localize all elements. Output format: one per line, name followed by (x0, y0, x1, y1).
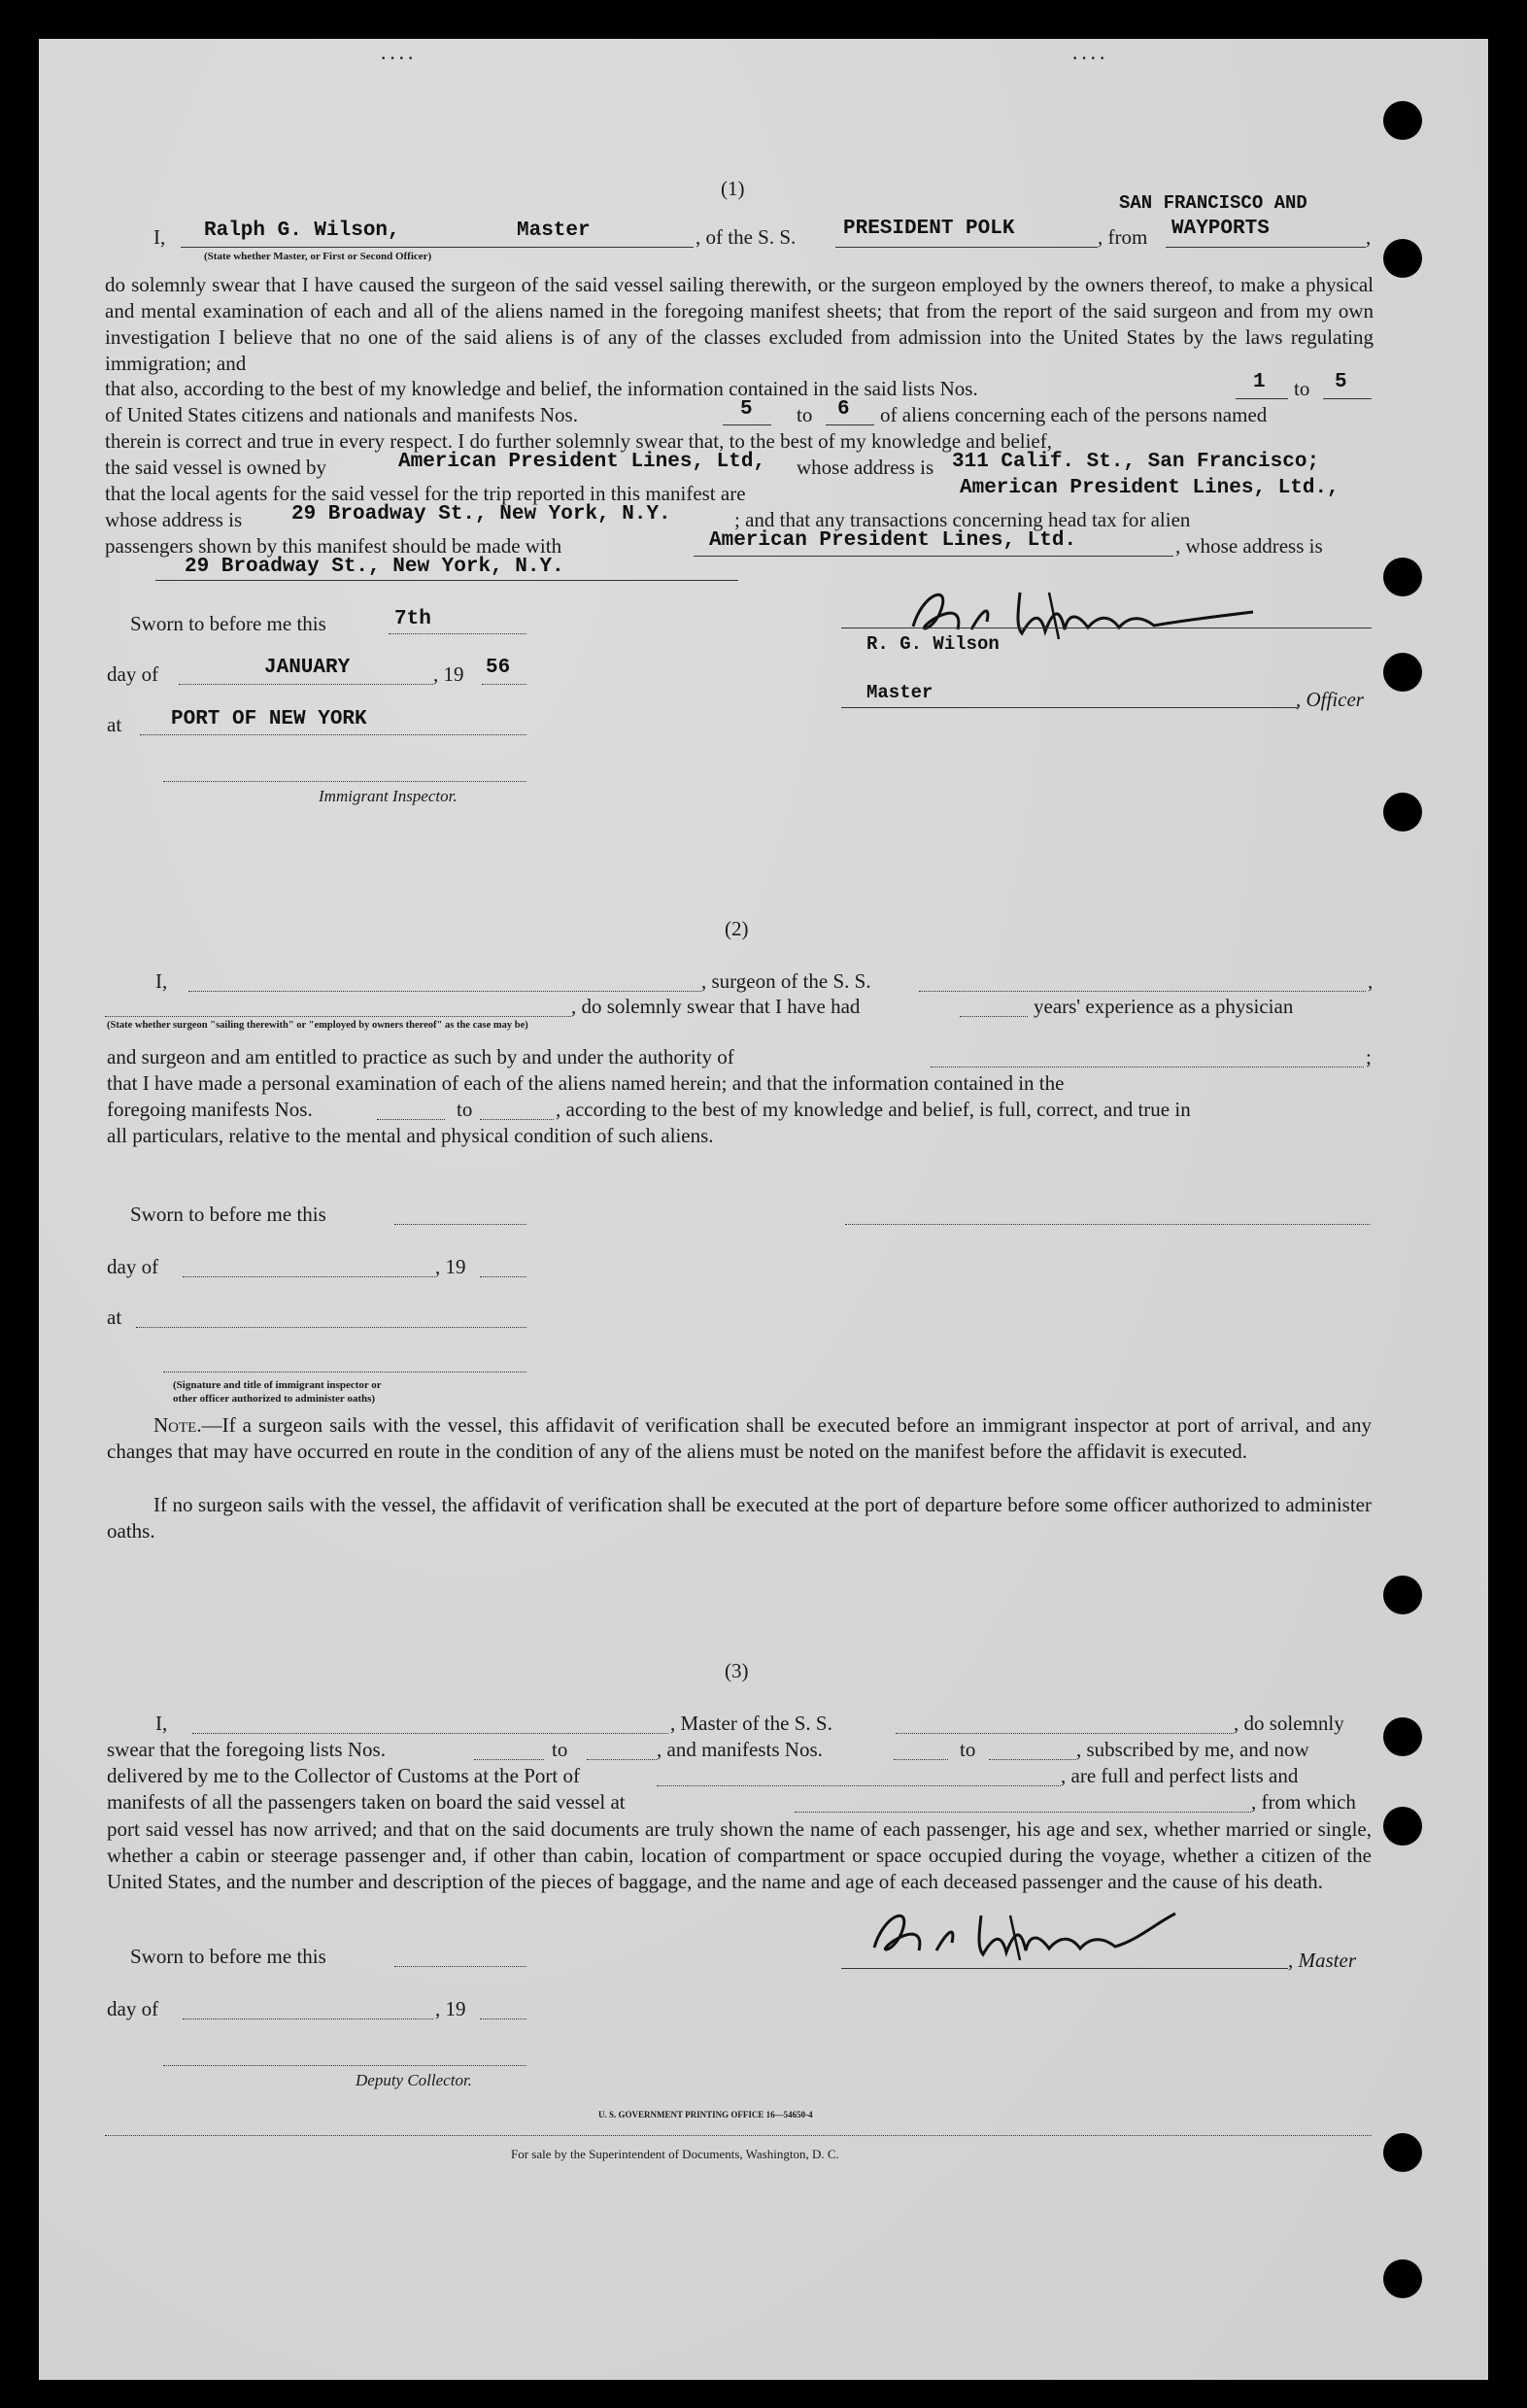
of-ss-label: , of the S. S. (696, 225, 797, 249)
month-line (179, 684, 433, 685)
whose-address-label: whose address is (105, 508, 243, 531)
sworn-label: Sworn to before me this (130, 1203, 326, 1226)
i-label: I, (155, 969, 168, 993)
at-label: at (107, 1306, 122, 1329)
signature-note-1: (Signature and title of immigrant inspector or (173, 1379, 382, 1391)
examination-line: that I have made a personal examination of each of the aliens named herein; and that the information contained in the (107, 1071, 1065, 1095)
name-line (181, 247, 694, 248)
master-ship-line (896, 1733, 1234, 1734)
surgeon-state-note: (State whether surgeon "sailing therewith" or "employed by owners thereof" as the case may be) (107, 1020, 528, 1031)
owned-label: the said vessel is owned by (105, 456, 327, 479)
section-3-number: (3) (725, 1659, 749, 1682)
punch-hole-6 (1383, 1576, 1422, 1614)
whose-address-label: , whose address is (1175, 534, 1323, 558)
lists-to-line (1323, 398, 1372, 399)
punch-hole-5 (1383, 793, 1422, 831)
punch-hole-2 (1383, 239, 1422, 278)
sworn-label: Sworn to before me this (130, 612, 326, 635)
master-signature-line (841, 1968, 1288, 1969)
year-prefix: , 19 (435, 1255, 466, 1278)
signer-title: Master (866, 682, 933, 703)
punch-hole-3 (1383, 558, 1422, 596)
lists-from-line (1236, 398, 1288, 399)
day-of-label: day of (107, 662, 159, 686)
head-tax-address: 29 Broadway St., New York, N.Y. (185, 556, 564, 578)
month-line (183, 2018, 433, 2019)
foregoing-to-line (480, 1119, 554, 1120)
immigrant-inspector-label: Immigrant Inspector. (319, 787, 458, 805)
authority-line (931, 1067, 1364, 1068)
ship-name: PRESIDENT POLK (843, 218, 1015, 240)
comma: , (1368, 969, 1374, 993)
swear-label: , do solemnly swear that I have had (571, 995, 861, 1018)
punch-hole-7 (1383, 1717, 1422, 1756)
i-label: I, (153, 225, 166, 249)
officer-rank: Master (517, 220, 591, 242)
signature-line-1 (841, 627, 1372, 628)
therein-line: therein is correct and true in every respect. I do further solemnly swear that, to the best of my knowledge and belief, (105, 429, 1052, 453)
note-label: Note. (153, 1413, 202, 1437)
sworn-year: 56 (486, 657, 511, 679)
section-3-paragraph: port said vessel has now arrived; and that on the said documents are truly shown the name of each passenger, his age and sex, whether married or single, whether a cabin or steerage passenger and, if other than cabin, location of compartment or space occupied during the voyage, whether a citizen of the United States, and the number and description of the pieces of baggage, and the name and age of each deceased passenger and the cause of his death. (107, 1817, 1372, 1893)
according-label: , according to the best of my knowledge and belief, is full, correct, and true in (556, 1098, 1191, 1121)
manifest-from-line (723, 424, 771, 425)
year-prefix: , 19 (433, 662, 464, 686)
sworn-port: PORT OF NEW YORK (171, 708, 367, 730)
i-label: I, (155, 1712, 168, 1735)
manifests-from-line (894, 1759, 948, 1760)
sworn-label: Sworn to before me this (130, 1945, 326, 1968)
day-of-label: day of (107, 1255, 159, 1278)
head-tax-label: ; and that any transactions concerning head tax for alien (734, 508, 1191, 531)
subscribed-label: , subscribed by me, and now (1076, 1738, 1309, 1761)
manifest-to-line (826, 424, 874, 425)
particulars-line: all particulars, relative to the mental and physical condition of such aliens. (107, 1124, 714, 1147)
of-aliens-label: of aliens concerning each of the persons named (880, 403, 1268, 426)
section-1-paragraph: do solemnly swear that I have caused the surgeon of the said vessel sailing therewith, or the surgeon employed by the owners thereof, to make a physical and mental examination of each and all of the aliens named in the foregoing manifest sheets; that from the report of the said surgeon and from my own investigation I believe that no one of the said aliens is of any of the classes excluded from admission into the United States by the laws regulating immigration; and (105, 273, 1374, 375)
signature-note-2: other officer authorized to administer oaths) (173, 1393, 376, 1405)
punch-hole-8 (1383, 1807, 1422, 1846)
month-line (183, 1276, 435, 1277)
agents-address: 29 Broadway St., New York, N.Y. (291, 503, 671, 526)
manifest-to: 6 (837, 398, 850, 421)
manifests-line: of United States citizens and nationals and manifests Nos. (105, 403, 578, 426)
agents-label: that the local agents for the said vessel for the trip reported in this manifest are (105, 482, 746, 505)
owner-address: 311 Calif. St., San Francisco; (952, 451, 1320, 473)
day-of-label: day of (107, 1997, 159, 2020)
deputy-line (163, 2065, 526, 2066)
sworn-day-line (394, 1224, 526, 1225)
vessel-owner: American President Lines, Ltd, (398, 451, 766, 473)
comma: , (1366, 225, 1372, 249)
note-paragraph-1 (107, 1412, 1372, 1465)
punch-hole-9 (1383, 2133, 1422, 2172)
delivered-label: delivered by me to the Collector of Customs at the Port of (107, 1764, 580, 1787)
do-solemnly-label: , do solemnly (1234, 1712, 1344, 1735)
punch-hole-10 (1383, 2259, 1422, 2298)
manifests-label: manifests of all the passengers taken on board the said vessel at (107, 1790, 626, 1814)
manifests-to-line (989, 1759, 1076, 1760)
port-of-line (657, 1785, 1061, 1786)
swear-lists-label: swear that the foregoing lists Nos. (107, 1738, 386, 1761)
lists-from: 1 (1253, 371, 1266, 393)
to-label: to (552, 1738, 568, 1761)
punch-hole-1 (1383, 101, 1422, 140)
from-label: , from (1098, 225, 1148, 249)
ship-line (835, 247, 1098, 248)
semicolon: ; (1366, 1045, 1372, 1068)
note-paragraph-2: If no surgeon sails with the vessel, the affidavit of verification shall be executed at the port of departure before some officer authorized to administer oaths. (107, 1493, 1372, 1543)
footer-rule (105, 2135, 1372, 2136)
from-which-label: , from which (1251, 1790, 1356, 1814)
years-line (960, 1016, 1028, 1017)
whose-address-label: whose address is (797, 456, 934, 479)
year-line (480, 2018, 526, 2019)
gpo-imprint: U. S. GOVERNMENT PRINTING OFFICE 16—54650-4 (598, 2110, 813, 2120)
sworn-day: 7th (394, 608, 431, 630)
foregoing-label: foregoing manifests Nos. (107, 1098, 313, 1121)
surgeon-name-line (188, 991, 701, 992)
deputy-collector-label: Deputy Collector. (356, 2071, 472, 2089)
surgeon-status-line (105, 1016, 571, 1017)
from-line (1166, 247, 1366, 248)
lists-to: 5 (1335, 371, 1347, 393)
head-tax-agent: American President Lines, Ltd. (709, 529, 1077, 552)
manifest-from: 5 (740, 398, 753, 421)
note-text: —If a surgeon sails with the vessel, this affidavit of verification shall be executed before an immigrant inspector at port of arrival, and any changes that may have occurred en route in the condition of any of the aliens must be noted on the manifest before the affidavit is executed. (107, 1413, 1372, 1463)
lists-to-line (587, 1759, 657, 1760)
year-prefix: , 19 (435, 1997, 466, 2020)
scan-specks: · · · · (381, 51, 414, 67)
officer-label: , Officer (1296, 688, 1364, 711)
foregoing-from-line (377, 1119, 445, 1120)
lists-line: that also, according to the best of my knowledge and belief, the information contained in the said lists Nos. (105, 377, 978, 400)
sworn-month: JANUARY (264, 657, 351, 679)
from-port-bottom: WAYPORTS (1171, 218, 1270, 240)
local-agents: American President Lines, Ltd., (960, 477, 1340, 499)
master-of-ss-label: , Master of the S. S. (670, 1712, 832, 1735)
inspector-line (163, 1372, 526, 1373)
surgeon-ship-line (919, 991, 1366, 992)
full-perfect-label: , are full and perfect lists and (1061, 1764, 1299, 1787)
vessel-at-line (795, 1812, 1251, 1813)
signer-title-line (841, 707, 1298, 708)
sworn-day-line (394, 1966, 526, 1967)
punch-hole-4 (1383, 653, 1422, 692)
officer-name: Ralph G. Wilson, (204, 220, 400, 242)
section-1-number: (1) (721, 177, 745, 200)
years-label: years' experience as a physician (1034, 995, 1294, 1018)
to-label: to (797, 403, 813, 426)
sworn-day-line (389, 633, 526, 634)
master-name-line (192, 1733, 668, 1734)
for-sale-text: For sale by the Superintendent of Documents, Washington, D. C. (511, 2147, 839, 2161)
signature-2 (855, 1894, 1282, 1972)
year-line (480, 1276, 526, 1277)
state-whether-note: (State whether Master, or First or Second Officer) (204, 251, 432, 262)
inspector-line (163, 781, 526, 782)
from-port-top: SAN FRANCISCO AND (1119, 192, 1307, 214)
headtax-addr-line (155, 580, 738, 581)
to-label: to (457, 1098, 473, 1121)
signature-line-2 (845, 1224, 1370, 1225)
passengers-label: passengers shown by this manifest should be made with (105, 534, 562, 558)
surgeon-of-ss-label: , surgeon of the S. S. (701, 969, 871, 993)
headtax-line (694, 556, 1173, 557)
to-label: to (960, 1738, 976, 1761)
signer-typed-name: R. G. Wilson (866, 633, 1000, 655)
section-2-number: (2) (725, 917, 749, 940)
year-line (482, 684, 526, 685)
port-line (136, 1327, 526, 1328)
to-label: to (1294, 377, 1310, 400)
lists-from-line (474, 1759, 544, 1760)
at-label: at (107, 713, 122, 736)
master-label: , Master (1288, 1949, 1356, 1972)
and-manifests-label: , and manifests Nos. (657, 1738, 823, 1761)
port-line (140, 734, 526, 735)
authority-label: and surgeon and am entitled to practice as such by and under the authority of (107, 1045, 734, 1068)
scan-specks: · · · · (1072, 51, 1105, 67)
